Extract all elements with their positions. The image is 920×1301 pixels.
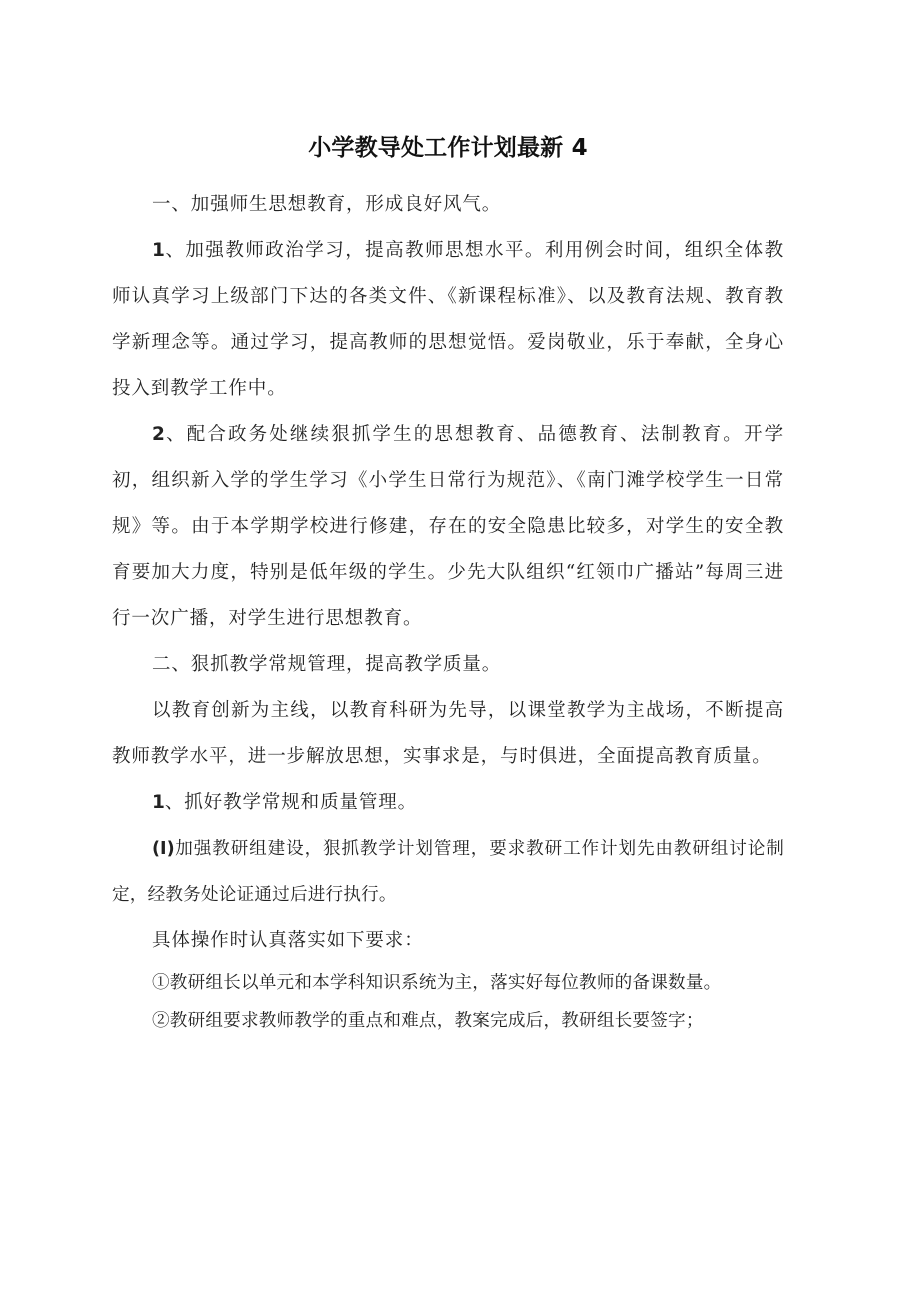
paragraph-enumerator: (I) [152,839,175,859]
paragraph-text: 一、加强师生思想教育，形成良好风气。 [152,194,502,215]
paragraph-enumerator: 1 [152,240,165,261]
paragraph-item-2-1 [112,780,784,826]
paragraph-section-two-intro [112,688,784,780]
paragraph-text: 以教育创新为主线，以教育科研为先导，以课堂教学为主战场，不断提高教师教学水平，进一步解放思想，实事求是，与时俱进，全面提高教育质量。 [112,700,784,767]
paragraph-text: ②教研组要求教师教学的重点和难点，教案完成后，教研组长要签字； [152,1011,704,1031]
paragraph-text: ①教研组长以单元和本学科知识系统为主，落实好每位教师的备课数量。 [152,973,722,993]
paragraph-operation-requirements-lead [112,918,784,964]
paragraph-requirement-1 [112,964,784,1002]
paragraph-section-one-heading [112,182,784,228]
page-title: 小学教导处工作计划最新 4 [308,135,588,161]
paragraph-item-1-2 [112,412,784,642]
paragraph-enumerator: 2 [152,424,165,445]
paragraph-text: 、加强教师政治学习，提高教师思想水平。利用例会时间，组织全体教师认真学习上级部门下达的各类文件、《新课程标准》、以及教育法规、教育教学新理念等。通过学习，提高教师的思想觉悟。爱岗敬业，乐于奉献，全身心投入到教学工作中。 [112,240,784,399]
paragraph-text: 加强教研组建设，狠抓教学计划管理，要求教研工作计划先由教研组讨论制定，经教务处论证通过后进行执行。 [112,839,784,905]
paragraph-text: 、抓好教学常规和质量管理。 [164,792,418,813]
paragraph-section-two-heading [112,642,784,688]
paragraph-item-2-1-a [112,826,784,918]
paragraph-requirement-2 [112,1002,784,1040]
paragraph-text: 二、狠抓教学常规管理，提高教学质量。 [152,654,502,675]
paragraph-enumerator: 1 [152,792,165,813]
paragraph-text: 具体操作时认真落实如下要求： [152,930,424,951]
paragraph-item-1-1 [112,228,784,412]
paragraph-text: 、配合政务处继续狠抓学生的思想教育、品德教育、法制教育。开学初，组织新入学的学生学习《小学生日常行为规范》、《南门滩学校学生一日常规》等。由于本学期学校进行修建，存在的安全隐患比较多，对学生的安全教育要加大力度，特别是低年级的学生。少先大队组织“红领巾广播站”每周三进行一次广播，对学生进行思想教育。 [112,424,784,629]
document-content [112,126,784,1040]
